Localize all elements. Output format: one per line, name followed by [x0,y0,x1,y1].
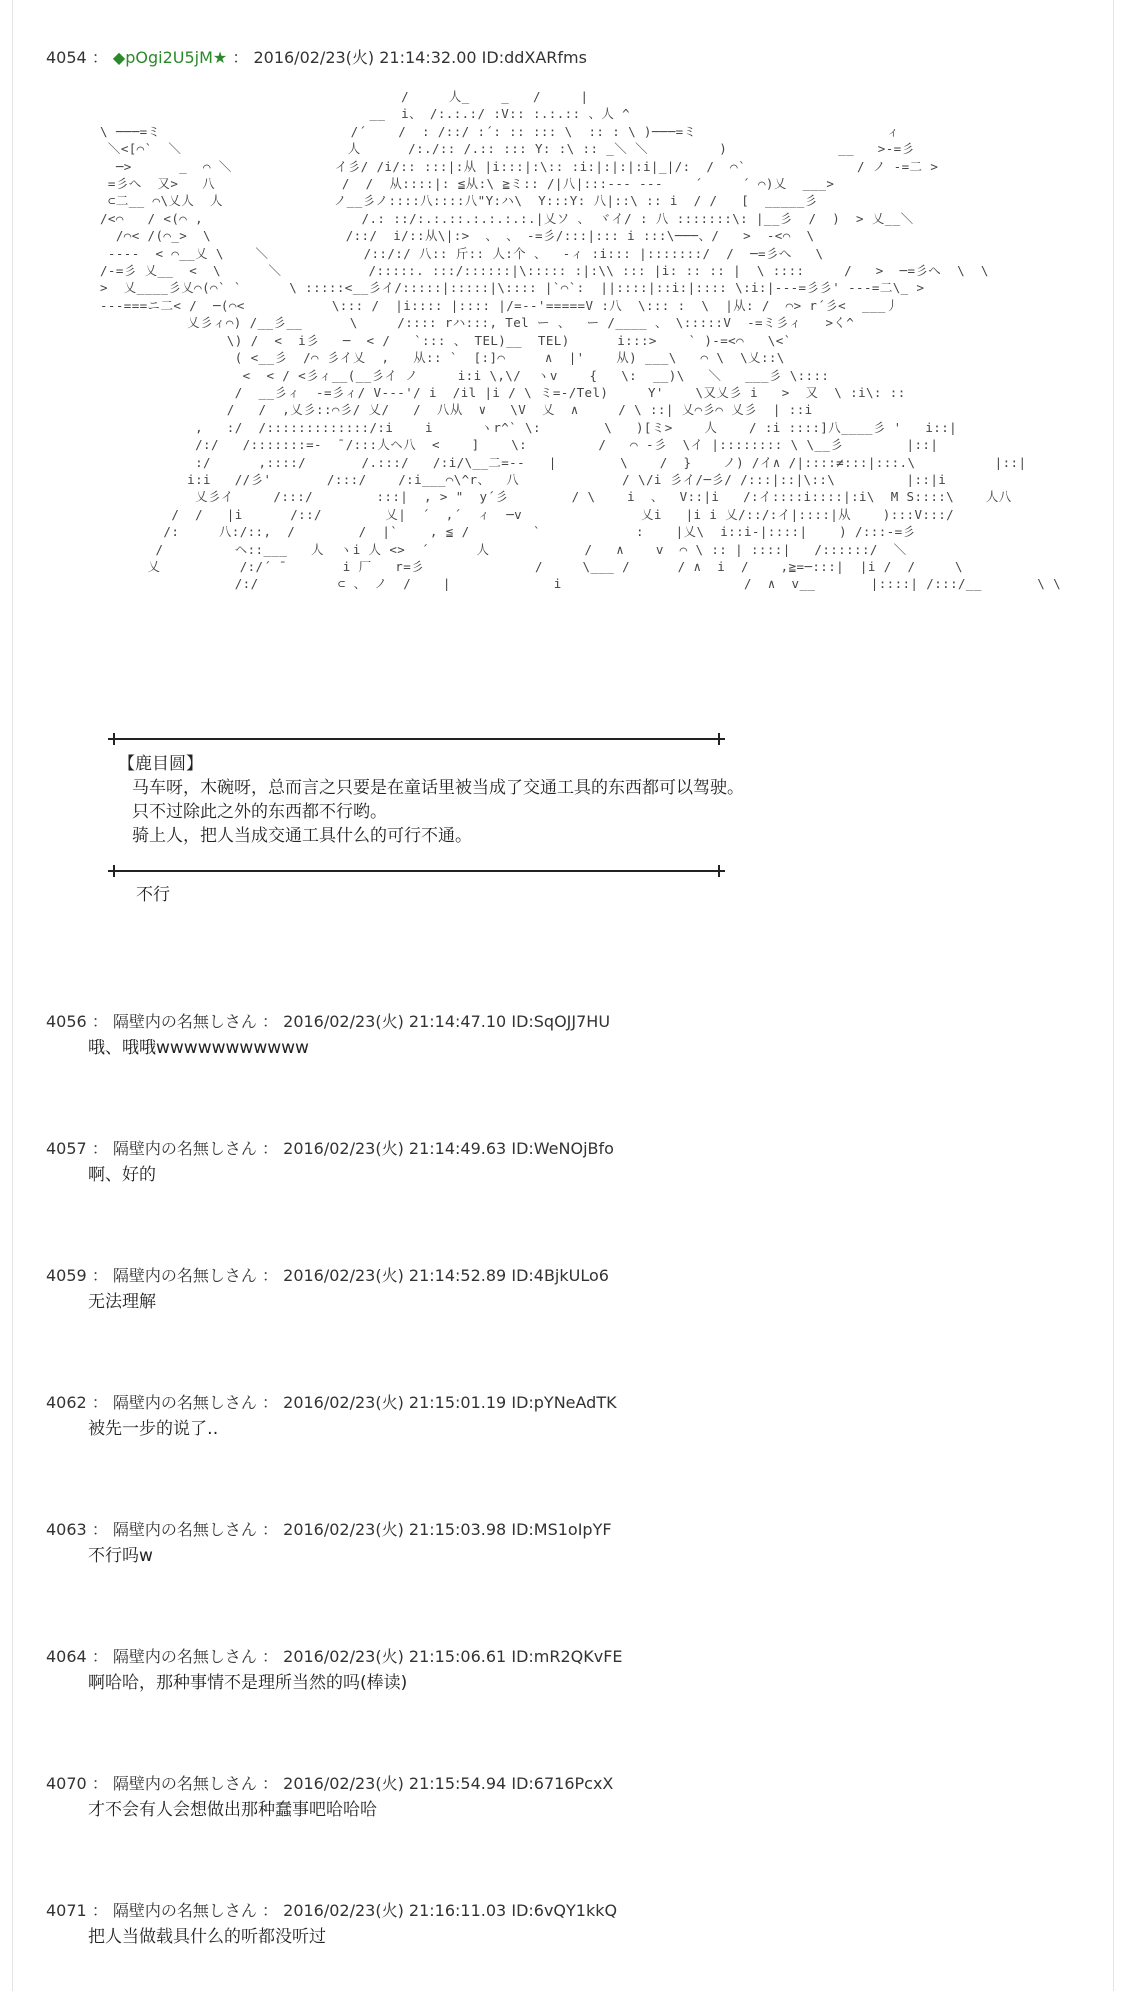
post-body: 被先一步的说了‥ [88,1419,219,1439]
separator: ： [262,1647,279,1666]
post-id[interactable]: ID:pYNeAdTK [511,1393,617,1412]
separator: ： [91,1012,108,1031]
post-header [46,1011,610,1033]
post-name: 隔壁内の名無しさん [112,1520,257,1539]
separator: ： [232,48,249,67]
post-4056 [46,1011,610,1060]
separator: ： [91,1139,108,1158]
separator: ： [262,1139,279,1158]
post-id[interactable]: ID:WeNOjBfo [511,1139,614,1158]
post-id[interactable]: ID:ddXARfms [481,48,587,67]
post-header [46,1519,612,1541]
post-4064 [46,1646,623,1695]
separator: ： [262,1393,279,1412]
separator: ： [262,1520,279,1539]
post-header [46,1646,623,1668]
post-4070 [46,1773,613,1822]
post-4054 [46,47,587,69]
post-id[interactable]: ID:6716PcxX [511,1774,614,1793]
ascii-art-text: / 人_ _ / | __ i、 /:.:.:/ :V:: :.:.:: 、人 ^ \ ───=ミ /´ / : /::/ :´: :: ::: \ :: : \ )───=ミ ィ ＼<[⌒` ＼ 人 /:./:: /.:: ::: Y: :\ :: _＼ ＼ ) __ >-=彡 ─> _ ⌒ ＼ イ彡/ /i/:: :::|:从 |i:::|:\:: :i:|:|:|:i|_|/: / ⌒` / ノ -=二 > =彡へ 又> 八 / / 从::::|: ≦从:\ ≧ミ:: /|八|:::--- --- ´ ´ ⌒)乂 ___> ⊂二__ ⌒\乂人 人 ノ__彡ノ::::八::::八"Y:ハ\ Y:::Y: 八|::\ :: i / / [ _____彡 /<⌒ / <(⌒ , /.: ::/:.:.::.:.:.:.:.|乂ソ 、 ヾイ/ : 八 :::::::\: |__彡 / ) > 乂__＼ /⌒< /(⌒_> \ /::/ i/::从\|:> 、 、 -=彡/:::|::: i :::\───、/ > -<⌒ \ ---- < ⌒__乂 \ ＼ /::/:/ 八:: 斤:: 人:个 、 -ィ :i::: |:::::::/ / ─=彡へ \ /-=彡 乂__ < \ ＼ /:::::. :::/::::::|\::::: :|:\\ ::: |i: :: :: | \ :::: / > ─=彡へ \ \ > 乂____彡乂⌒(⌒` ` \ :::::<__彡イ/:::::|:::::|\:::: |`⌒`: ||::::|::i:|:::: \:i:|---=彡彡' ---=二\_ > ---===ニ二< / ─(⌒< \::: / |i:::: |:::: |/=--'=====V :八 \::: : \ |从: / ⌒> r´彡< ___丿 乂彡ィ⌒) /__彡__ \ /:::: rハ:::, Tel ー 、 ー /____ 、 \:::::V -=ミ彡ィ >く^ \) / < i彡 ─ < / `::: 、 TEL)__ TEL) i:::> ` )-=<⌒ \<` ( <__彡 /⌒ 彡イ乂 , 从:: ` [:]⌒ ∧ |' 从) ___\ ⌒ \ \乂::\ < < / <彡ィ__(__彡イ ノ i:i \,\/ ヽv { \: __)\ ＼ ___彡 \:::: / __彡ィ -=彡ィ/ V---'/ i /il |i / \ ミ=-/Tel) Y' \又乂彡 i > 又 \ :i\: :: / / ,乂彡::⌒彡/ 乂/ / 八从 ∨ \V 乂 ∧ / \ ::| 乂⌒彡⌒ 乂彡 | ::i , :/ /:::::::::::::/:i i ヽr^` \: \ )[ミ> 人 / :i ::::]八____彡 ' i::| /:/ /:::::::=- ̄ /:::人ヘ八 < ] \: / ⌒ -彡 \イ |:::::::: \ \__彡 |::| :/ ,::::/ /.:::/ /:i/\__二=-- | \ / } ノ) /イ∧ /|::::≠:::|:::.\ |::| i:i //彡' /:::/ /:i___⌒\^r、 八 / \/i 彡イ/─彡/ /:::|::|\::\ |::|i 乂彡イ /:::/ :::| , > " y´彡 / \ i 、 V::|i /:イ::::i::::|:i\ M S::::\ 人八 / / |i /::/ 乂| ´ ,´ ィ ─v 乂i |i i 乂/::/:イ|::::|从 ):::V:::/ /: 八:/::, / / |` , ≦ / ` : |乂\ i::i-|::::| ) /:::-=彡 / ヘ::___ 人 ヽi 人 <> ´ 人 / ∧ v ⌒ \ :: | ::::| /::::::/ ＼ 乂 /:/´ ̄ i 厂 r=彡 / \___ / / ∧ i / ,≧=─:::| |i / / \ /:/ ⊂ 、 ノ / | i / ∧ v__ |::::| /:::/__ \ \ [100,89,1062,592]
star-icon: ★ [212,48,228,67]
post-datetime: 2016/02/23(火) 21:15:54.94 [283,1774,507,1793]
post-datetime: 2016/02/23(火) 21:14:32.00 [253,48,477,67]
separator: ： [262,1012,279,1031]
post-name: 隔壁内の名無しさん [112,1901,257,1920]
post-number[interactable]: 4062 [46,1393,87,1412]
post-body: 啊哈哈，那种事情不是理所当然的吗(棒读) [88,1673,408,1693]
post-datetime: 2016/02/23(火) 21:15:01.19 [283,1393,507,1412]
post-name: 隔壁内の名無しさん [112,1393,257,1412]
post-body: 不行吗w [88,1546,153,1566]
post-datetime: 2016/02/23(火) 21:15:03.98 [283,1520,507,1539]
post-4071 [46,1900,617,1949]
post-header [46,1392,617,1414]
post-number[interactable]: 4059 [46,1266,87,1285]
reply-text: 不行 [136,885,170,905]
post-header [46,47,587,69]
post-header [46,1138,614,1160]
post-number[interactable]: 4063 [46,1520,87,1539]
post-name: 隔壁内の名無しさん [112,1139,257,1158]
post-id[interactable]: ID:mR2QKvFE [511,1647,623,1666]
post-name: 隔壁内の名無しさん [112,1012,257,1031]
ascii-art [100,88,1060,728]
post-number[interactable]: 4054 [46,48,87,67]
post-number[interactable]: 4057 [46,1139,87,1158]
separator-line-top [113,738,721,740]
post-header [46,1265,609,1287]
post-datetime: 2016/02/23(火) 21:14:47.10 [283,1012,507,1031]
separator: ： [262,1774,279,1793]
post-number[interactable]: 4071 [46,1901,87,1920]
post-id[interactable]: ID:MS1oIpYF [511,1520,612,1539]
separator-line-bottom [113,870,721,872]
post-4063 [46,1519,612,1568]
speaker-label: 【鹿目圆】 [118,754,203,774]
separator: ： [91,1647,108,1666]
separator: ： [91,1520,108,1539]
post-body: 啊、好的 [88,1165,156,1185]
separator-cross-right [713,865,725,877]
post-header [46,1900,617,1922]
post-name: 隔壁内の名無しさん [112,1774,257,1793]
post-body: 无法理解 [88,1292,156,1312]
post-name: 隔壁内の名無しさん [112,1647,257,1666]
post-datetime: 2016/02/23(火) 21:14:49.63 [283,1139,507,1158]
post-4059 [46,1265,609,1314]
post-body: 把人当做载具什么的听都没听过 [88,1927,326,1947]
post-id[interactable]: ID:4BjkULo6 [511,1266,609,1285]
post-header [46,1773,613,1795]
post-number[interactable]: 4056 [46,1012,87,1031]
separator: ： [91,48,108,67]
separator: ： [91,1266,108,1285]
speech-line: 只不过除此之外的东西都不行哟。 [132,802,387,822]
post-trip: ◆pOgi2U5jM [112,48,213,67]
separator: ： [91,1393,108,1412]
separator-cross-right [713,733,725,745]
separator: ： [262,1266,279,1285]
post-body: 才不会有人会想做出那种蠢事吧哈哈哈 [88,1800,377,1820]
post-id[interactable]: ID:SqOJJ7HU [511,1012,611,1031]
post-datetime: 2016/02/23(火) 21:15:06.61 [283,1647,507,1666]
speech-line: 骑上人，把人当成交通工具什么的可行不通。 [132,826,472,846]
separator: ： [262,1901,279,1920]
post-id[interactable]: ID:6vQY1kkQ [511,1901,618,1920]
post-number[interactable]: 4064 [46,1647,87,1666]
post-datetime: 2016/02/23(火) 21:16:11.03 [283,1901,507,1920]
separator: ： [91,1774,108,1793]
post-number[interactable]: 4070 [46,1774,87,1793]
post-body: 哦、哦哦wwwwwwwwwww [88,1038,309,1058]
separator: ： [91,1901,108,1920]
post-datetime: 2016/02/23(火) 21:14:52.89 [283,1266,507,1285]
post-name: 隔壁内の名無しさん [112,1266,257,1285]
speech-line: 马车呀，木碗呀，总而言之只要是在童话里被当成了交通工具的东西都可以驾驶。 [132,778,744,798]
post-4057 [46,1138,614,1187]
post-4062 [46,1392,617,1441]
